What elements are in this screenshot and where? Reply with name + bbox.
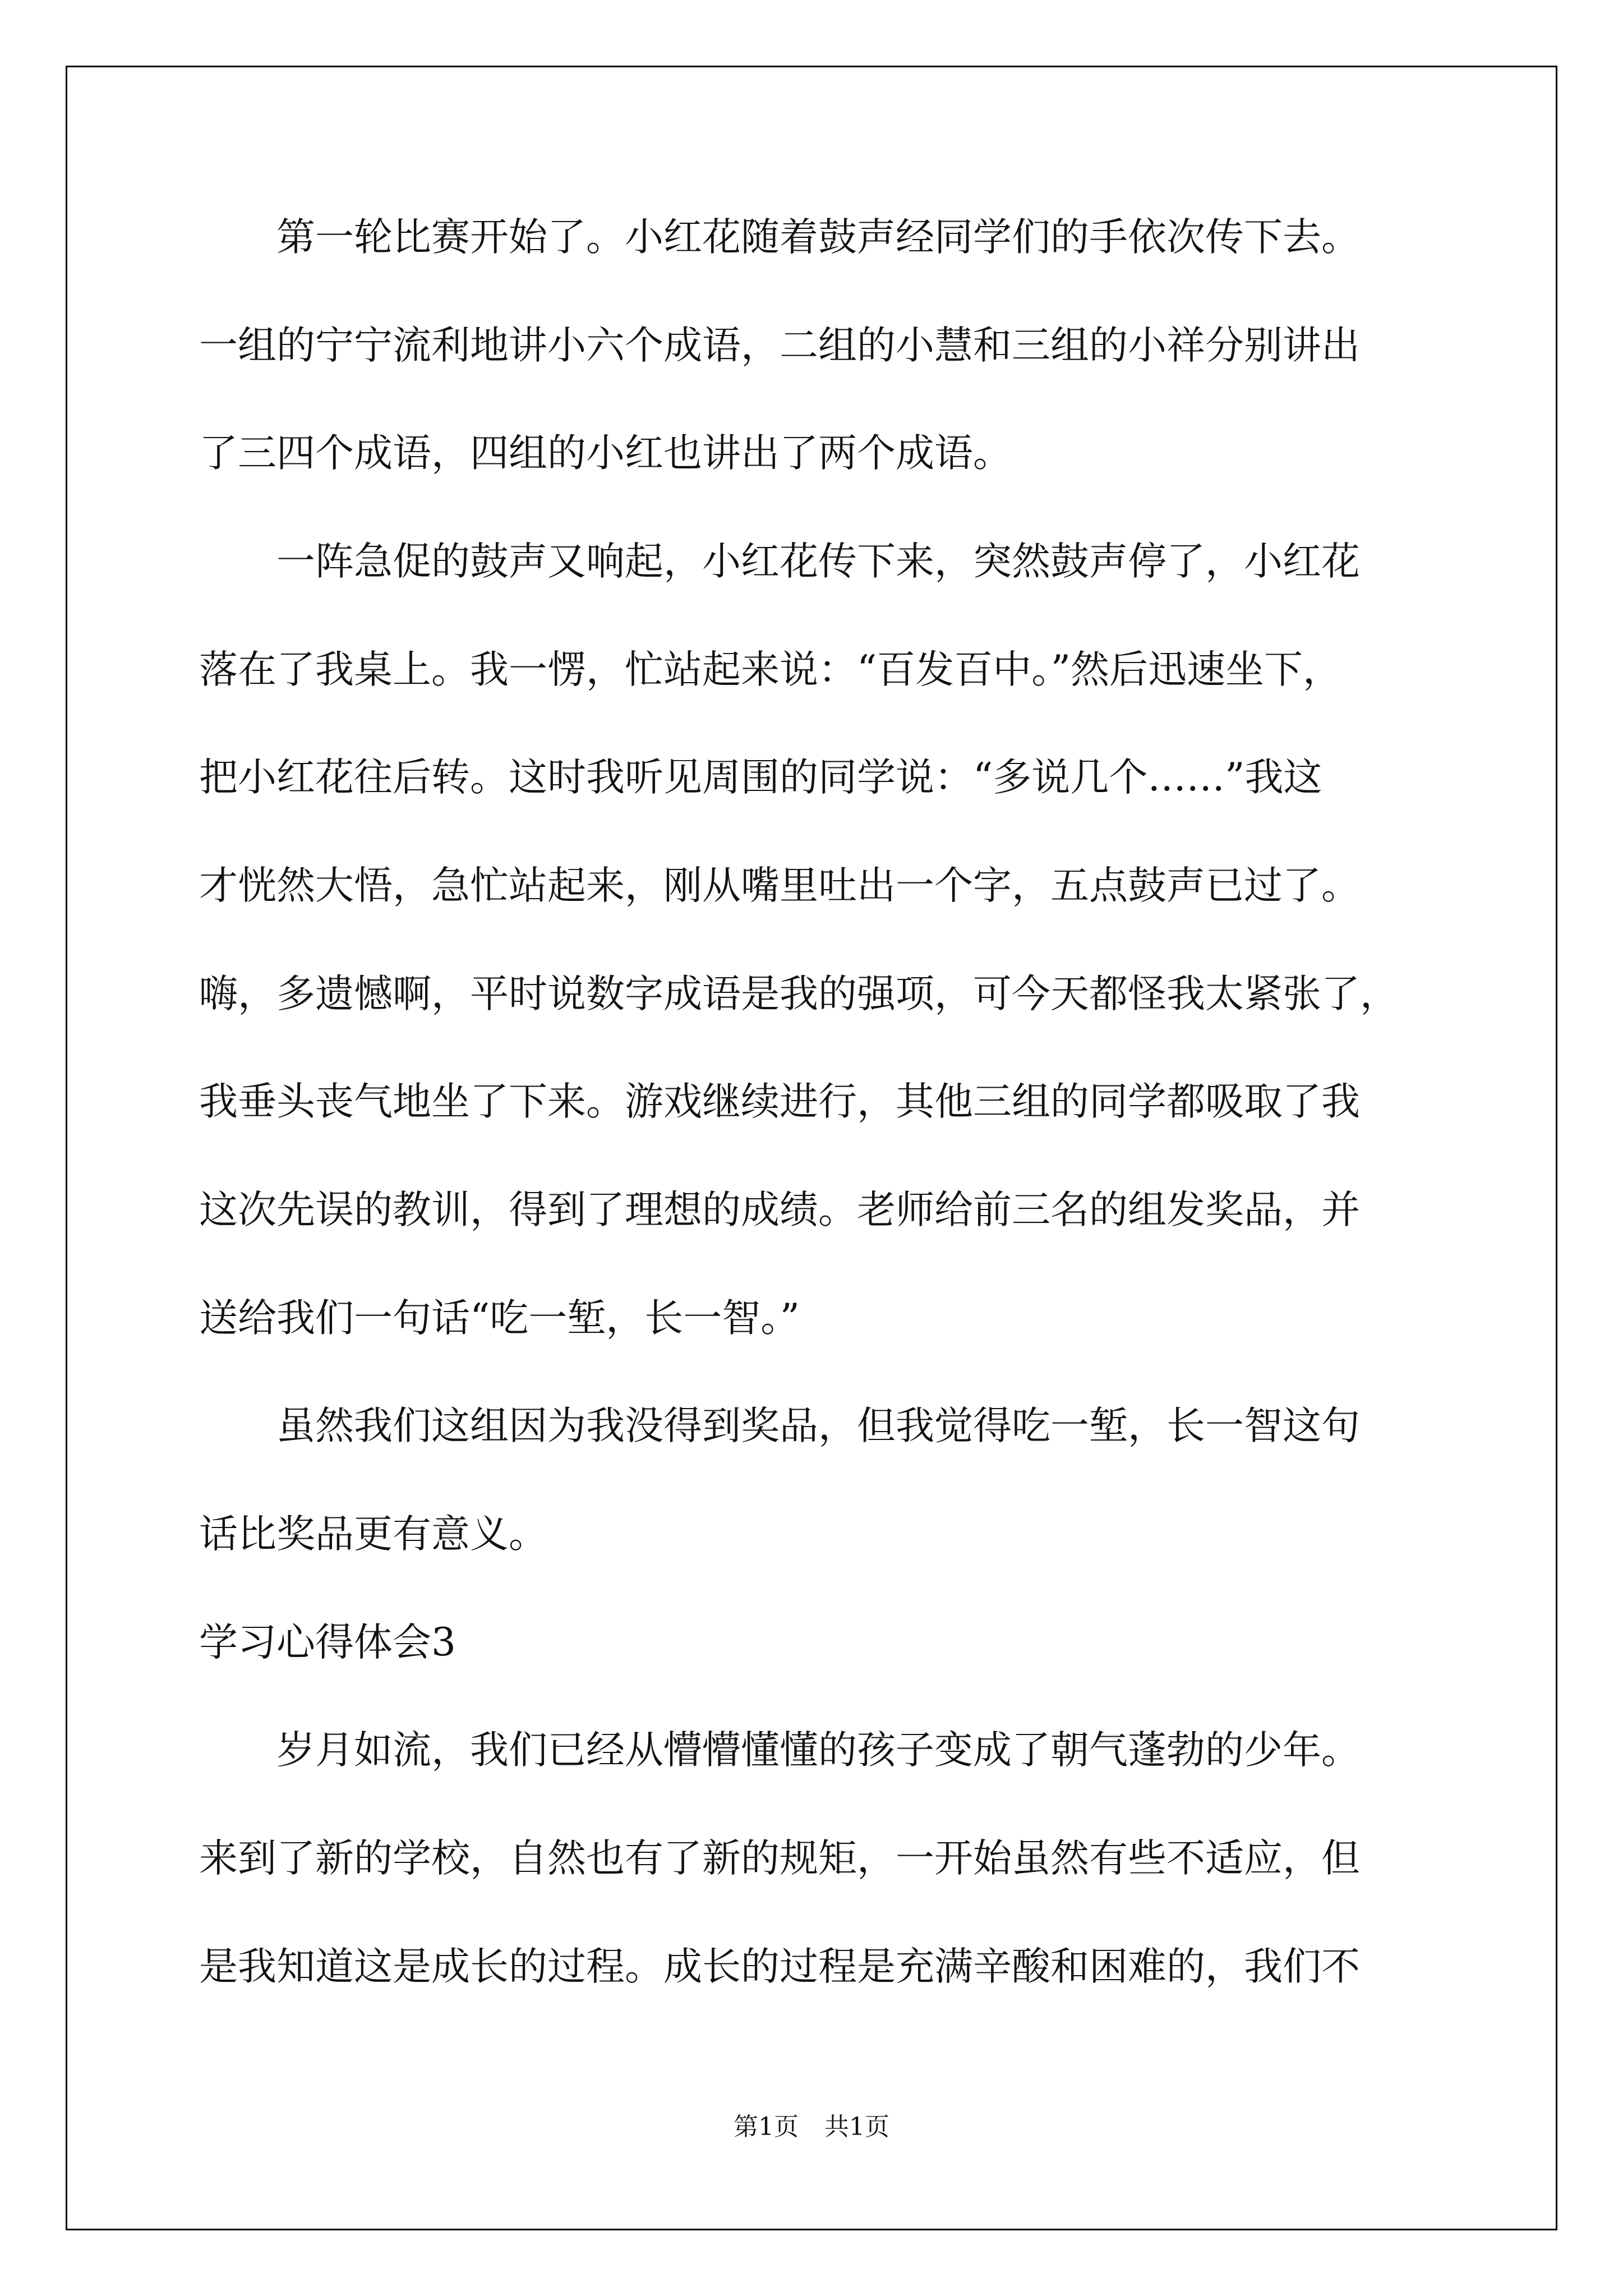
text-line: 一阵急促的鼓声又响起，小红花传下来，突然鼓声停了，小红花: [199, 539, 1360, 584]
text-line: 虽然我们这组因为我没得到奖品，但我觉得吃一堑，长一智这句: [199, 1404, 1360, 1448]
text-line: 才恍然大悟，急忙站起来，刚从嘴里吐出一个字，五点鼓声已过了。: [199, 863, 1360, 908]
text-line: 我垂头丧气地坐了下来。游戏继续进行，其他三组的同学都吸取了我: [199, 1079, 1360, 1124]
text-line: 来到了新的学校，自然也有了新的规矩，一开始虽然有些不适应，但: [199, 1836, 1360, 1881]
text-line: 了三四个成语，四组的小红也讲出了两个成语。: [199, 431, 1012, 476]
text-line: 是我知道这是成长的过程。成长的过程是充满辛酸和困难的，我们不: [199, 1944, 1360, 1989]
text-line: 话比奖品更有意义。: [199, 1512, 547, 1557]
text-line: 嗨，多遗憾啊，平时说数字成语是我的强项，可今天都怪我太紧张了，: [199, 972, 1399, 1016]
text-line: 把小红花往后转。这时我听见周围的同学说：“多说几个……”我这: [199, 755, 1322, 800]
text-line: 送给我们一句话“吃一堑，长一智。”: [199, 1296, 800, 1341]
page-footer: [0, 2106, 1623, 2142]
text-line: 这次先误的教训，得到了理想的成绩。老师给前三名的组发奖品，并: [199, 1188, 1360, 1232]
section-heading: 学习心得体会3: [199, 1620, 456, 1665]
text-line: 一组的宁宁流利地讲小六个成语，二组的小慧和三组的小祥分别讲出: [199, 323, 1360, 368]
page-number: 第1页: [734, 2113, 799, 2141]
page-total: 共1页: [824, 2113, 889, 2141]
page-border: [66, 66, 1557, 2230]
text-line: 落在了我桌上。我一愣，忙站起来说：“百发百中。”然后迅速坐下，: [199, 647, 1342, 692]
text-line: 第一轮比赛开始了。小红花随着鼓声经同学们的手依次传下去。: [199, 215, 1360, 260]
text-line: 岁月如流，我们已经从懵懵懂懂的孩子变成了朝气蓬勃的少年。: [199, 1728, 1360, 1773]
